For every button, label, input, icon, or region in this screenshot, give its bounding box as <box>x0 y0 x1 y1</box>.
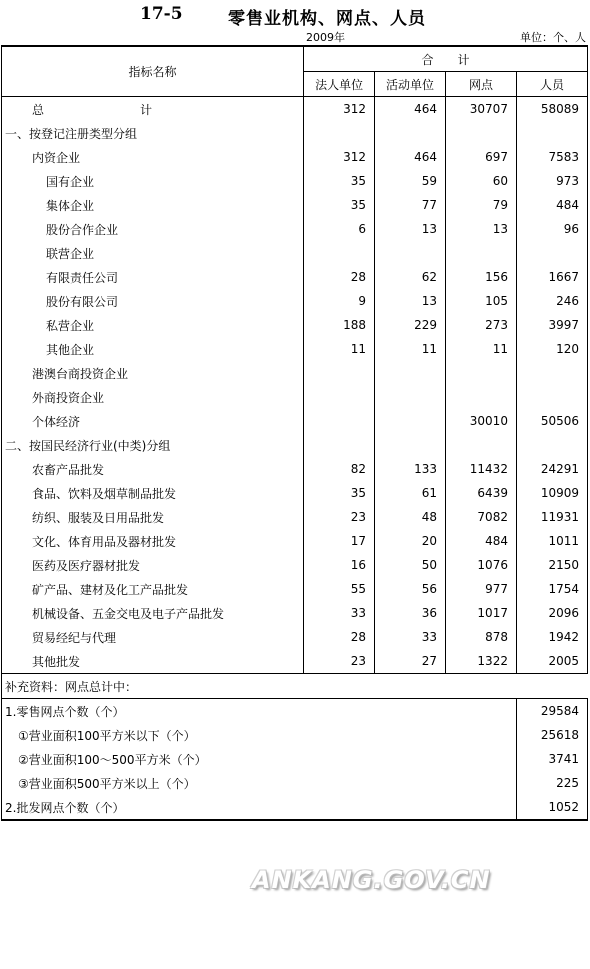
table-row <box>2 649 588 674</box>
row-label: 外商投资企业 <box>2 385 304 409</box>
persons-cell: 246 <box>516 289 587 313</box>
row-label: 股份合作企业 <box>2 217 304 241</box>
row-label: 总 计 <box>2 97 304 122</box>
outlets-cell <box>446 121 517 145</box>
table-title <box>0 2 590 29</box>
outlets-cell: 273 <box>446 313 517 337</box>
legal-units-cell <box>304 433 375 457</box>
table-row <box>2 529 588 553</box>
supplement-value: 25618 <box>516 723 587 747</box>
table-row <box>2 241 588 265</box>
activity-units-cell: 229 <box>375 313 446 337</box>
activity-units-cell: 62 <box>375 265 446 289</box>
persons-cell <box>516 433 587 457</box>
legal-units-cell <box>304 385 375 409</box>
table-subheader <box>0 28 590 44</box>
outlets-cell: 13 <box>446 217 517 241</box>
table-number: 17-5 <box>140 4 183 24</box>
persons-cell: 96 <box>516 217 587 241</box>
supplement-label: ②营业面积100～500平方米（个） <box>2 747 517 771</box>
legal-units-cell: 35 <box>304 169 375 193</box>
legal-units-cell: 6 <box>304 217 375 241</box>
table-row <box>2 265 588 289</box>
supplement-row <box>2 723 588 747</box>
row-label: 纺织、服装及日用品批发 <box>2 505 304 529</box>
activity-units-cell: 36 <box>375 601 446 625</box>
supplement-row <box>2 747 588 771</box>
row-label: 二、按国民经济行业(中类)分组 <box>2 433 304 457</box>
persons-cell: 1942 <box>516 625 587 649</box>
legal-units-cell: 35 <box>304 481 375 505</box>
supplement-value: 3741 <box>516 747 587 771</box>
outlets-cell <box>446 385 517 409</box>
legal-units-cell: 23 <box>304 505 375 529</box>
supplement-value: 1052 <box>516 795 587 820</box>
persons-cell <box>516 361 587 385</box>
outlets-cell <box>446 433 517 457</box>
legal-units-cell <box>304 361 375 385</box>
activity-units-cell: 59 <box>375 169 446 193</box>
activity-units-cell: 33 <box>375 625 446 649</box>
activity-units-cell: 61 <box>375 481 446 505</box>
row-label: 股份有限公司 <box>2 289 304 313</box>
outlets-cell: 11432 <box>446 457 517 481</box>
persons-header: 人员 <box>516 72 587 97</box>
persons-cell: 484 <box>516 193 587 217</box>
table-row <box>2 217 588 241</box>
supplement-row <box>2 699 588 724</box>
table-row <box>2 145 588 169</box>
supplement-heading: 补充资料：网点总计中： <box>2 674 588 699</box>
persons-cell <box>516 241 587 265</box>
table-title-text: 零售业机构、网点、人员 <box>228 9 426 29</box>
persons-cell: 1011 <box>516 529 587 553</box>
supplement-label: ③营业面积500平方米以上（个） <box>2 771 517 795</box>
activity-units-cell: 13 <box>375 217 446 241</box>
outlets-cell: 11 <box>446 337 517 361</box>
legal-units-header: 法人单位 <box>304 72 375 97</box>
year-label: 2009年 <box>306 31 345 44</box>
activity-units-cell <box>375 385 446 409</box>
activity-units-cell: 50 <box>375 553 446 577</box>
legal-units-cell: 312 <box>304 97 375 122</box>
activity-units-cell: 133 <box>375 457 446 481</box>
persons-cell: 1667 <box>516 265 587 289</box>
outlets-cell <box>446 361 517 385</box>
legal-units-cell: 33 <box>304 601 375 625</box>
supplement-row <box>2 795 588 820</box>
outlets-cell: 105 <box>446 289 517 313</box>
supplement-heading-row <box>2 674 588 699</box>
total-group-header: 合 计 <box>304 46 588 72</box>
row-label: 内资企业 <box>2 145 304 169</box>
persons-cell: 1754 <box>516 577 587 601</box>
persons-cell: 7583 <box>516 145 587 169</box>
outlets-cell: 7082 <box>446 505 517 529</box>
legal-units-cell: 28 <box>304 265 375 289</box>
legal-units-cell <box>304 409 375 433</box>
table-row <box>2 601 588 625</box>
legal-units-cell <box>304 241 375 265</box>
row-label: 国有企业 <box>2 169 304 193</box>
outlets-cell: 878 <box>446 625 517 649</box>
legal-units-cell: 23 <box>304 649 375 674</box>
outlets-cell: 79 <box>446 193 517 217</box>
table-row <box>2 337 588 361</box>
persons-cell: 120 <box>516 337 587 361</box>
row-label: 其他批发 <box>2 649 304 674</box>
outlets-cell: 156 <box>446 265 517 289</box>
legal-units-cell: 28 <box>304 625 375 649</box>
outlets-cell <box>446 241 517 265</box>
persons-cell: 3997 <box>516 313 587 337</box>
statistics-table <box>1 45 588 821</box>
legal-units-cell: 188 <box>304 313 375 337</box>
activity-units-cell <box>375 409 446 433</box>
outlets-cell: 977 <box>446 577 517 601</box>
table-row <box>2 313 588 337</box>
supplement-label: 2.批发网点个数（个） <box>2 795 517 820</box>
outlets-cell: 484 <box>446 529 517 553</box>
supplement-label: ①营业面积100平方米以下（个） <box>2 723 517 747</box>
table-row <box>2 289 588 313</box>
persons-cell: 2096 <box>516 601 587 625</box>
row-label: 集体企业 <box>2 193 304 217</box>
table-row <box>2 121 588 145</box>
persons-cell: 24291 <box>516 457 587 481</box>
outlets-cell: 1076 <box>446 553 517 577</box>
activity-units-cell: 56 <box>375 577 446 601</box>
table-row <box>2 433 588 457</box>
legal-units-cell: 11 <box>304 337 375 361</box>
table-row <box>2 577 588 601</box>
legal-units-cell: 312 <box>304 145 375 169</box>
row-label: 个体经济 <box>2 409 304 433</box>
persons-cell: 58089 <box>516 97 587 122</box>
outlets-cell: 697 <box>446 145 517 169</box>
persons-cell: 10909 <box>516 481 587 505</box>
table-row <box>2 385 588 409</box>
table-row <box>2 361 588 385</box>
table-row <box>2 457 588 481</box>
legal-units-cell: 35 <box>304 193 375 217</box>
legal-units-cell: 16 <box>304 553 375 577</box>
row-label: 其他企业 <box>2 337 304 361</box>
unit-label: 单位：个、人 <box>520 31 586 44</box>
persons-cell: 11931 <box>516 505 587 529</box>
outlets-cell: 1017 <box>446 601 517 625</box>
row-label: 食品、饮料及烟草制品批发 <box>2 481 304 505</box>
outlets-cell: 1322 <box>446 649 517 674</box>
table-row <box>2 409 588 433</box>
outlets-header: 网点 <box>446 72 517 97</box>
activity-units-cell <box>375 121 446 145</box>
legal-units-cell: 9 <box>304 289 375 313</box>
table-row <box>2 169 588 193</box>
supplement-value: 225 <box>516 771 587 795</box>
table-row <box>2 481 588 505</box>
supplement-row <box>2 771 588 795</box>
supplement-label: 1.零售网点个数（个） <box>2 699 517 724</box>
outlets-cell: 30010 <box>446 409 517 433</box>
row-label: 医药及医疗器材批发 <box>2 553 304 577</box>
outlets-cell: 6439 <box>446 481 517 505</box>
legal-units-cell: 55 <box>304 577 375 601</box>
persons-cell <box>516 385 587 409</box>
outlets-cell: 60 <box>446 169 517 193</box>
row-label: 有限责任公司 <box>2 265 304 289</box>
activity-units-header: 活动单位 <box>375 72 446 97</box>
table-row <box>2 625 588 649</box>
row-label: 贸易经纪与代理 <box>2 625 304 649</box>
row-label: 联营企业 <box>2 241 304 265</box>
table-row <box>2 193 588 217</box>
table-row <box>2 97 588 122</box>
table-row <box>2 505 588 529</box>
row-label: 矿产品、建材及化工产品批发 <box>2 577 304 601</box>
persons-cell <box>516 121 587 145</box>
activity-units-cell: 27 <box>375 649 446 674</box>
activity-units-cell: 13 <box>375 289 446 313</box>
activity-units-cell: 20 <box>375 529 446 553</box>
activity-units-cell: 48 <box>375 505 446 529</box>
row-label: 农畜产品批发 <box>2 457 304 481</box>
legal-units-cell <box>304 121 375 145</box>
row-label: 机械设备、五金交电及电子产品批发 <box>2 601 304 625</box>
persons-cell: 2005 <box>516 649 587 674</box>
supplement-value: 29584 <box>516 699 587 724</box>
persons-cell: 2150 <box>516 553 587 577</box>
legal-units-cell: 82 <box>304 457 375 481</box>
row-label: 私营企业 <box>2 313 304 337</box>
header-row-1 <box>2 46 588 72</box>
activity-units-cell: 464 <box>375 145 446 169</box>
activity-units-cell: 464 <box>375 97 446 122</box>
outlets-cell: 30707 <box>446 97 517 122</box>
row-label: 一、按登记注册类型分组 <box>2 121 304 145</box>
indicator-header: 指标名称 <box>2 46 304 97</box>
row-label: 文化、体育用品及器材批发 <box>2 529 304 553</box>
persons-cell: 973 <box>516 169 587 193</box>
site-watermark: ANKANG.GOV.CN <box>252 866 491 894</box>
activity-units-cell: 77 <box>375 193 446 217</box>
row-label: 港澳台商投资企业 <box>2 361 304 385</box>
activity-units-cell <box>375 433 446 457</box>
activity-units-cell <box>375 241 446 265</box>
activity-units-cell <box>375 361 446 385</box>
table-row <box>2 553 588 577</box>
legal-units-cell: 17 <box>304 529 375 553</box>
activity-units-cell: 11 <box>375 337 446 361</box>
persons-cell: 50506 <box>516 409 587 433</box>
